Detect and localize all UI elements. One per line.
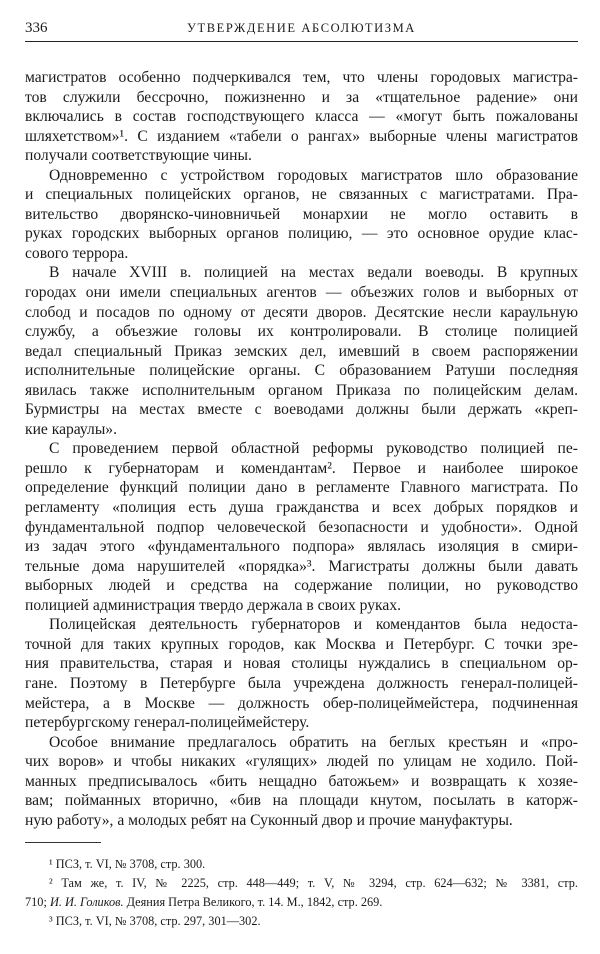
text-line: точной для таких крупных городов, как Москва и Петербург. С точки зре- — [25, 635, 578, 653]
paragraph — [25, 166, 578, 264]
text-line: фундаментальной подпор человеческой безопасности и удобности». Одной — [25, 518, 578, 536]
footnote-2-text: 710; — [25, 895, 50, 909]
text-line: вительство дворянско-чиновничьей монархии не могло оставить в — [25, 205, 578, 223]
text-line: регламенту «полиция есть душа гражданства и всех добрых порядков и — [25, 499, 578, 517]
page-number: 336 — [25, 20, 48, 36]
text-line: полицией администрация твердо держала в своих руках. — [25, 596, 402, 614]
text-line: из задач этого «фундаментального подпора» являлась изоляция в смири- — [25, 538, 578, 556]
paragraph — [25, 733, 578, 831]
text-line: сового террора. — [25, 244, 129, 262]
text-line: кие караулы». — [25, 420, 117, 438]
body-text — [25, 68, 578, 830]
text-line: мейстера, а в Москве — должность обер-полицеймейстера, подчиненная — [25, 694, 578, 712]
text-line: вам; пойманных вторично, «бив на площади кнутом, посылать в каторж- — [25, 792, 578, 810]
text-line: Полицейская деятельность губернаторов и комендантов была недоста- — [49, 616, 578, 634]
text-line: включались в состав господствующего класса — «могут быть пожалованы — [25, 108, 578, 126]
running-header — [25, 20, 578, 40]
footnotes — [25, 855, 578, 931]
text-line: получали соответствующие чины. — [25, 147, 252, 165]
text-line: исполнительные полицейские органы. С образованием Ратуши последняя — [25, 362, 578, 380]
footnote-separator — [25, 842, 101, 843]
footnote-2-author: И. И. Голиков. — [49, 895, 124, 909]
footnote-2-line-2 — [25, 893, 578, 912]
text-line: Одновременно с устройством городовых магистратов шло образование — [49, 166, 578, 184]
text-line: городах они имели специальных агентов — объезжих голов и выборных от — [25, 284, 578, 302]
footnote-1: ¹ ПСЗ, т. VI, № 3708, стр. 300. — [49, 857, 206, 871]
text-line: явилась также исполнительным органом Приказа по полицейским делам. — [25, 381, 578, 399]
paragraph — [25, 615, 578, 732]
running-title: УТВЕРЖДЕНИЕ АБСОЛЮТИЗМА — [187, 21, 416, 35]
paragraph — [25, 263, 578, 439]
text-line: ведал специальный Приказ земских дел, имевший в своем распоряжении — [25, 342, 578, 360]
text-line: решло к губернаторам и комендантам². Первое и наиболее широкое — [25, 459, 578, 477]
text-line: манных предписывалось «бить нещадно батожьем» и возвращать к хозяе- — [25, 772, 578, 790]
text-line: руках городских выборных органов полицию, — это основное орудие клас- — [25, 225, 578, 243]
header-rule — [25, 41, 578, 42]
footnote-3: ³ ПСЗ, т. VI, № 3708, стр. 297, 301—302. — [49, 914, 261, 928]
text-line: Особое внимание предлагалось обратить на беглых крестьян и «про- — [49, 733, 578, 751]
text-line: и специальных полицейских органов, не связанных с магистратами. Пра- — [25, 186, 578, 204]
text-line: ную работу», а молодых ребят на Суконный двор и прочие мануфактуры. — [25, 811, 513, 829]
text-line: службу, а объезжие головы их контролировали. В столице полицией — [25, 323, 578, 341]
paragraph — [25, 439, 578, 615]
paragraph — [25, 68, 578, 166]
text-line: шляхетством»¹. С изданием «табели о рангах» выборные члены магистратов — [25, 127, 578, 145]
text-line: петербургскому генерал-полицеймейстеру. — [25, 714, 310, 732]
text-line: С проведением первой областной реформы руководство полицией пе- — [49, 440, 578, 458]
text-line: ния правительства, старая и новая столицы нуждались в специальном ор- — [25, 655, 578, 673]
text-line: тов служили бессрочно, пожизненно и за «тщательное радение» они — [25, 88, 578, 106]
text-line: гане. Поэтому в Петербурге была учреждена должность генерал-полицей- — [25, 674, 578, 692]
text-line: Бурмистры на местах вместе с воеводами должны были держать «креп- — [25, 401, 578, 419]
footnote-2-line-1: ² Там же, т. IV, № 2225, стр. 448—449; т. V, № 3294, стр. 624—632; № 3381, стр. — [49, 876, 578, 890]
footnote-2-text: Деяния Петра Великого, т. 14. М., 1842, стр. 269. — [123, 895, 383, 909]
text-line: слобод и посадов по одному от десяти дворов. Десятские несли караульную — [25, 303, 578, 321]
text-line: определение функций полиции дано в регламенте Главного магистрата. По — [25, 479, 578, 497]
text-line: выборных людей и средства на содержание полиции, но руководство — [25, 577, 578, 595]
text-line: магистратов особенно подчеркивался тем, что члены городовых магистра- — [25, 69, 578, 86]
text-line: тельные дома нарушителей «порядка»³. Магистраты должны были давать — [25, 557, 578, 575]
text-line: В начале XVIII в. полицией на местах ведали воеводы. В крупных — [49, 264, 578, 282]
text-line: чих воров» и чтобы никаких «гулящих» людей по улицам не ходило. Пой- — [25, 753, 578, 771]
